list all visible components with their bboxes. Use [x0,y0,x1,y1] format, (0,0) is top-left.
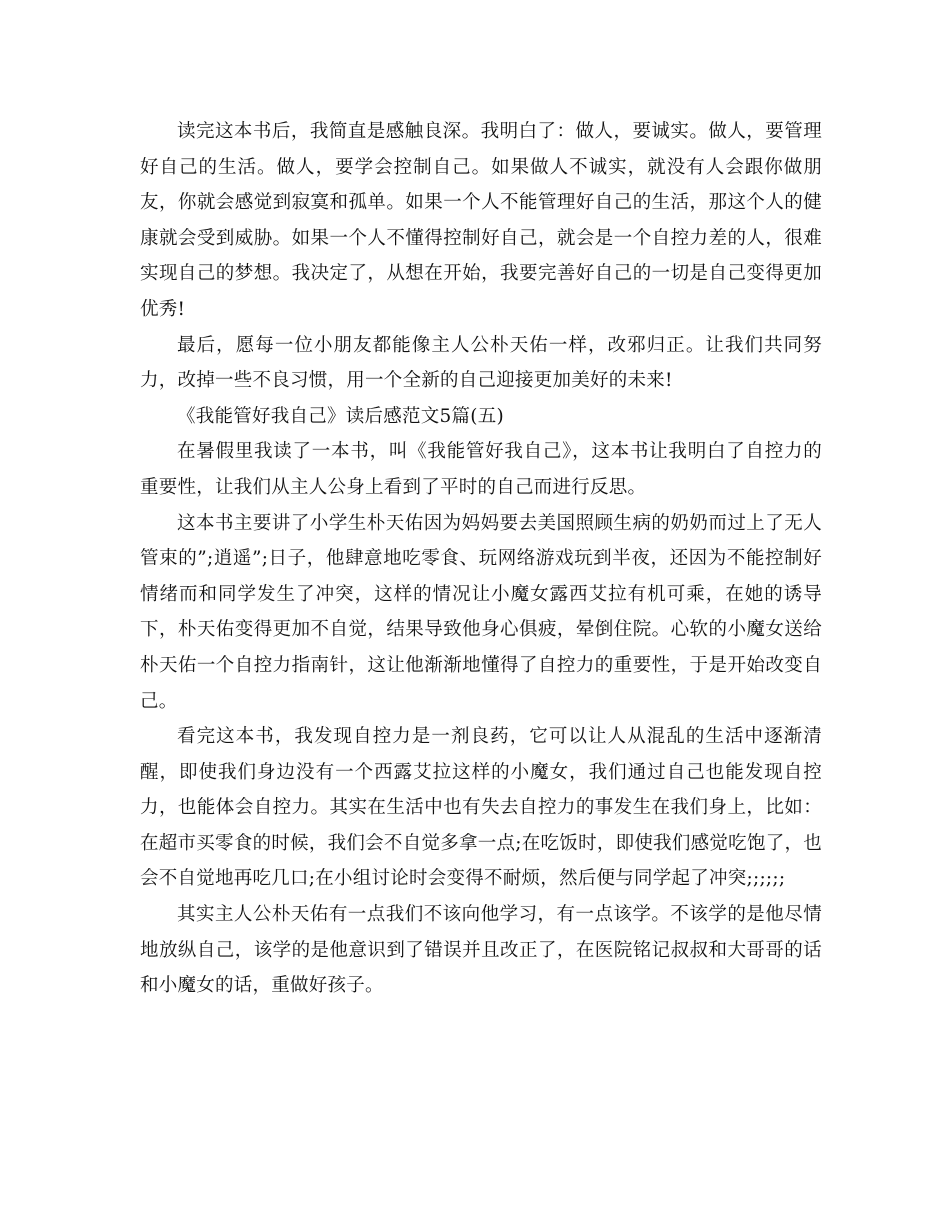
paragraph-reflection: 读完这本书后，我简直是感触良深。我明白了：做人，要诚实。做人，要管理好自己的生活。做人，要学会控制自己。如果做人不诚实，就没有人会跟你做朋友，你就会感觉到寂寞和孤单。如果一个人不能管理好自己的生活，那这个人的健康就会受到威胁。如果一个人不懂得控制好自己，就会是一个自控力差的人，很难实现自己的梦想。我决定了，从想在开始，我要完善好自己的一切是自己变得更加优秀! [140,121,822,320]
section-heading: 《我能管好我自己》读后感范文5篇(五) [177,405,504,427]
paragraph-insight: 看完这本书，我发现自控力是一剂良药，它可以让人从混乱的生活中逐渐清醒，即使我们身边没有一个西露艾拉这样的小魔女，我们通过自己也能发现自控力，也能体会自控力。其实在生活中也有失去自控力的事发生在我们身上，比如：在超市买零食的时候，我们会不自觉多拿一点;在吃饭时，即使我们感觉吃饱了，也会不自觉地再吃几口;在小组讨论时会变得不耐烦，然后便与同学起了冲突;;;;;; [140,726,822,890]
document-body [140,114,822,1004]
paragraph-summary: 这本书主要讲了小学生朴天佑因为妈妈要去美国照顾生病的奶奶而过上了无人管束的”;逍遥”;日子，他肆意地吃零食、玩网络游戏玩到半夜，还因为不能控制好情绪而和同学发生了冲突，这样的情况让小魔女露西艾拉有机可乘，在她的诱导下，朴天佑变得更加不自觉，结果导致他身心俱疲，晕倒住院。心软的小魔女送给朴天佑一个自控力指南针，这让他渐渐地懂得了自控力的重要性，于是开始改变自己。 [140,512,822,712]
paragraph-intro: 在暑假里我读了一本书，叫《我能管好我自己》，这本书让我明白了自控力的重要性，让我们从主人公身上看到了平时的自己而进行反思。 [140,441,822,498]
paragraph-closing: 最后，愿每一位小朋友都能像主人公朴天佑一样，改邪归正。让我们共同努力，改掉一些不良习惯，用一个全新的自己迎接更加美好的未来! [140,334,822,392]
paragraph-lesson: 其实主人公朴天佑有一点我们不该向他学习，有一点该学。不该学的是他尽情地放纵自己，该学的是他意识到了错误并且改正了，在医院铭记叔叔和大哥哥的话和小魔女的话，重做好孩子。 [140,904,822,997]
